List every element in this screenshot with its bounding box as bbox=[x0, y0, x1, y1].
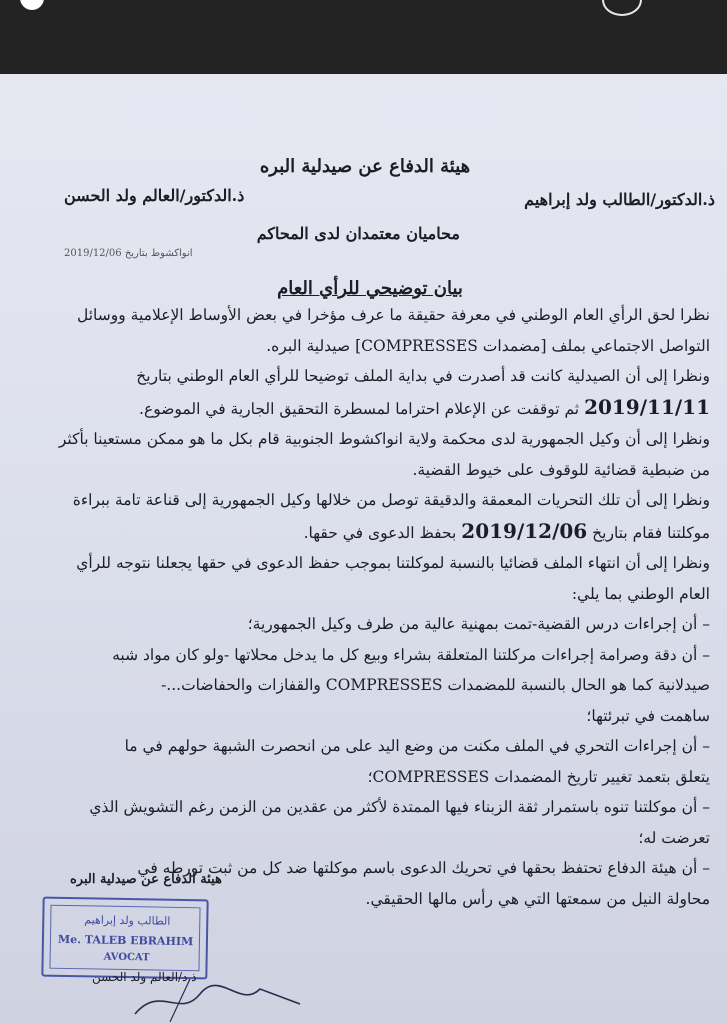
stamp-text: الطالب ولد إبراهيم bbox=[84, 913, 171, 928]
points-list bbox=[14, 609, 710, 914]
text-span: صيدلانية كما هو الحال بالنسبة للمضمدات COMPRESSES والقفازات والحفاضات...- bbox=[161, 676, 710, 694]
lawyer-stamp bbox=[41, 897, 208, 980]
text-span: تعرضت له؛ bbox=[638, 828, 710, 847]
list-item: – أن إجراءات درس القضية-تمت بمهنية عالية من طرف وكيل الجمهورية؛ bbox=[247, 615, 710, 633]
paragraph-1 bbox=[14, 300, 710, 361]
text-span: أن هيئة الدفاع تحتفظ بحقها في تحريك الدعوى باسم موكلتها ضد كل من ثبت تورطه في bbox=[137, 859, 698, 877]
text-span: موكلتنا فقام بتاريخ bbox=[592, 523, 710, 542]
text-span: محاولة النيل من سمعتها التي هي رأس مالها الحقيقي. bbox=[365, 889, 710, 908]
signature-org: هيئة الدفاع عن صيدلية البره bbox=[70, 872, 222, 887]
text-line: ونظرا إلى أن وكيل الجمهورية لدى محكمة ولاية انواكشوط الجنوبية قام بكل ما هو ممكن مستعينا بأكثر bbox=[58, 430, 710, 448]
paragraph-3 bbox=[14, 424, 710, 485]
date-value: 2019/11/11 bbox=[584, 394, 710, 419]
date-line: انواكشوط بتاريخ 2019/12/06 bbox=[64, 248, 193, 259]
text-line: ونظرا إلى أن تلك التحريات المعمقة والدقيقة توصل من خلالها وكيل الجمهورية إلى قناعة تامة ببراءة bbox=[72, 491, 710, 509]
document-page bbox=[0, 74, 727, 1024]
text-span: أن موكلتنا تنوه باستمرار ثقة الزبناء فيها الممتدة لأكثر من عقدين من الزمن رغم التشويش الذي bbox=[89, 798, 698, 816]
text-line bbox=[14, 392, 710, 425]
phone-top-bar bbox=[0, 0, 727, 74]
list-item: – أن موكلتنا تنوه باستمرار ثقة الزبناء فيها الممتدة لأكثر من عقدين من الزمن رغم التشويش الذي تعرضت له؛ bbox=[89, 798, 710, 847]
list-item: – أن دقة وصرامة إجراءات مركلتنا المتعلقة بشراء وبيع كل ما يدخل محلاتها -ولو كان مواد شبه صيدلانية كما هو الحال بالنسبة للمضمدات COMPRESSES والقفازات والحفاضات...- ساهمت في تبرئتها؛ bbox=[112, 645, 710, 725]
text-span: ساهمت في تبرئتها؛ bbox=[586, 706, 710, 725]
paragraph-4 bbox=[14, 485, 710, 548]
subtitle: محاميان معتمدان لدى المحاكم bbox=[256, 224, 460, 243]
camera-dot-icon bbox=[20, 0, 44, 10]
lawyer-left: ذ.الدكتور/العالم ولد الحسن bbox=[64, 186, 245, 205]
list-item: – أن هيئة الدفاع تحتفظ بحقها في تحريك الدعوى باسم موكلتها ضد كل من ثبت تورطه في محاولة النيل من سمعتها التي هي رأس مالها الحقيقي. bbox=[137, 859, 710, 908]
lawyer-right: ذ.الدكتور/الطالب ولد إبراهيم bbox=[524, 190, 715, 209]
signer-name: ذ.د/العالم ولد الحسن bbox=[92, 970, 197, 984]
date-value: 2019/12/06 bbox=[461, 518, 588, 543]
text-line: من ضبطية قضائية للوقوف على خيوط القضية. bbox=[412, 460, 710, 479]
text-span: أن إجراءات التحري في الملف مكنت من وضع اليد على من انحصرت الشبهة حولهم في ما bbox=[124, 737, 698, 755]
text-span: أن إجراءات درس القضية-تمت بمهنية عالية من طرف وكيل الجمهورية؛ bbox=[247, 615, 698, 633]
text-line: العام الوطني بما يلي: bbox=[571, 584, 710, 603]
org-title: هيئة الدفاع عن صيدلية البره bbox=[259, 156, 471, 177]
statement-title: بيان توضيحي للرأي العام bbox=[277, 278, 463, 299]
handwritten-signature-icon bbox=[130, 974, 310, 1024]
text-line: ونظرا إلى أن انتهاء الملف قضائيا بالنسبة لموكلتنا بموجب حفظ الدعوى في حقها يجعلنا نتوجه للرأي bbox=[76, 554, 710, 572]
stamp-text: Me. TALEB EBRAHIM bbox=[57, 932, 194, 949]
text-line: نظرا لحق الرأي العام الوطني في معرفة حقيقة ما عرف مؤخرا في بعض الأوساط الإعلامية ووسائل bbox=[77, 306, 710, 324]
text-span: أن دقة وصرامة إجراءات مركلتنا المتعلقة بشراء وبيع كل ما يدخل محلاتها -ولو كان مواد شبه bbox=[112, 645, 698, 664]
text-line: التواصل الاجتماعي بملف [مضمدات COMPRESSES] صيدلية البره. bbox=[266, 336, 710, 355]
stamp-text: AVOCAT bbox=[103, 951, 150, 964]
statement-body bbox=[14, 300, 710, 914]
text-span: بحفظ الدعوى في حقها. bbox=[303, 523, 457, 542]
paragraph-5 bbox=[14, 548, 710, 609]
paragraph-2 bbox=[14, 361, 710, 424]
text-line: ونظرا إلى أن الصيدلية كانت قد أصدرت في بداية الملف توضيحا للرأي العام الوطني بتاريخ bbox=[136, 367, 710, 385]
text-span: يتعلق بتعمد تغيير تاريخ المضمدات COMPRESSES؛ bbox=[367, 767, 710, 786]
text-span: ثم توقفت عن الإعلام احتراما لمسطرة التحقيق الجارية في الموضوع. bbox=[139, 399, 580, 418]
status-circle-icon bbox=[602, 0, 642, 16]
text-line bbox=[14, 516, 710, 549]
list-item: – أن إجراءات التحري في الملف مكنت من وضع اليد على من انحصرت الشبهة حولهم في ما يتعلق بتعمد تغيير تاريخ المضمدات COMPRESSES؛ bbox=[124, 737, 710, 786]
